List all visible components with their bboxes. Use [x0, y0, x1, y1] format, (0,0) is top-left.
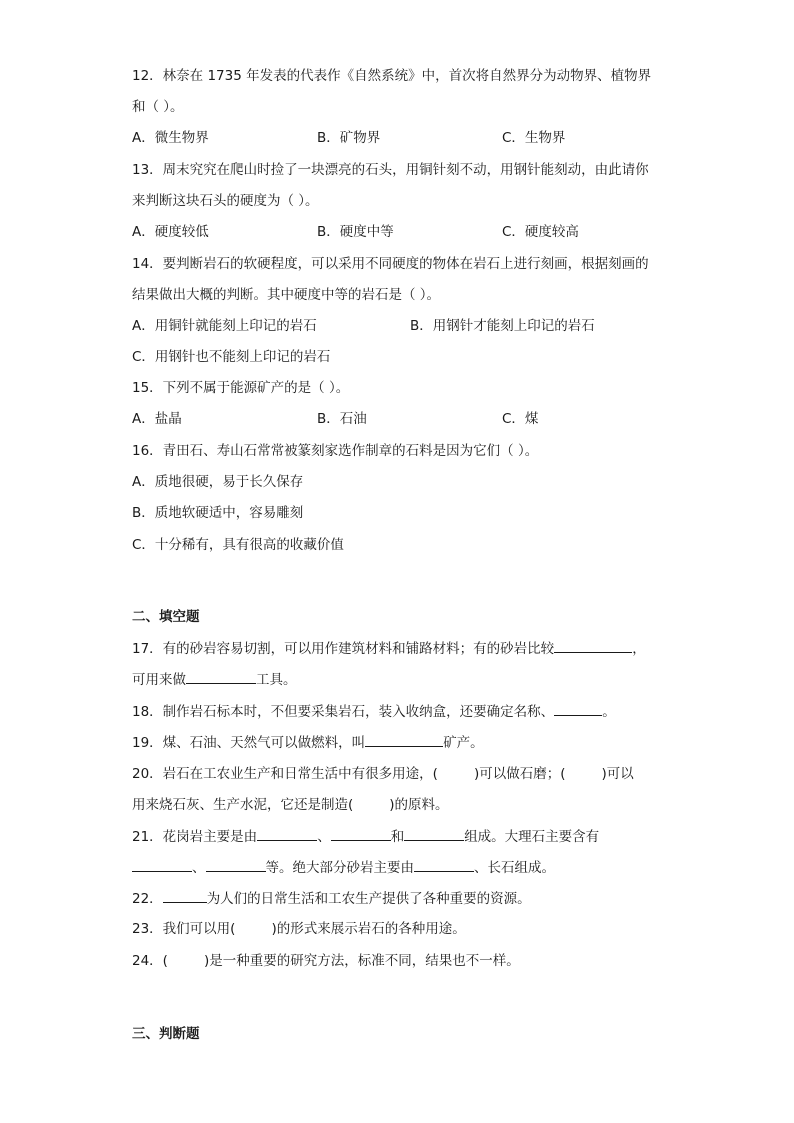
q23-line	[132, 919, 466, 939]
q13-stem-line1: 13．周末究究在爬山时捡了一块漂亮的石头，用铜针刻不动，用钢针能刻动，由此请你	[132, 162, 649, 178]
q21-line1	[132, 826, 599, 847]
q17-blank-1[interactable]	[554, 638, 632, 653]
q21-blank-4[interactable]	[132, 857, 192, 872]
q22-blank[interactable]	[163, 888, 207, 903]
q14-stem-line2: 结果做出大概的判断。其中硬度中等的岩石是（ ）。	[132, 287, 441, 303]
q12-stem-line1: 12．林奈在 1735 年发表的代表作《自然系统》中，首次将自然界分为动物界、植物界	[132, 68, 652, 84]
q20-line1	[132, 764, 634, 784]
q20-text-3: )可以	[601, 766, 634, 782]
q13-stem-line2: 来判断这块石头的硬度为（ ）。	[132, 193, 319, 209]
q15-option-b: B．石油	[317, 411, 367, 427]
q22-text-2: 为人们的日常生活和工农生产提供了各种重要的资源。	[206, 891, 531, 907]
q22-text-1: 22．	[132, 891, 163, 907]
q21-blank-1[interactable]	[257, 826, 317, 841]
q20-text-1: 20．岩石在工农业生产和日常生活中有很多用途，(	[132, 766, 438, 782]
q17-text-3: 可用来做	[132, 672, 186, 688]
q21-line2	[132, 857, 555, 878]
section-fill-blank-heading: 二、填空题	[132, 609, 200, 625]
q17-line2	[132, 669, 297, 690]
q16-option-a: A．质地很硬，易于长久保存	[132, 474, 304, 490]
q12-stem-line2: 和（ ）。	[132, 99, 184, 115]
q13-option-a: A．硬度较低	[132, 224, 209, 240]
q24-text-1: 24．(	[132, 953, 168, 969]
q15-option-a: A．盐晶	[132, 411, 182, 427]
q16-option-c: C．十分稀有，具有很高的收藏价值	[132, 537, 344, 553]
q23-text-2: )的形式来展示岩石的各种用途。	[271, 921, 466, 937]
q12-option-b: B．矿物界	[317, 130, 381, 146]
q19-text-1: 19．煤、石油、天然气可以做燃料，叫	[132, 735, 366, 751]
q20-text-4: 用来烧石灰、生产水泥，它还是制造(	[132, 797, 354, 813]
q21-blank-6[interactable]	[414, 857, 474, 872]
q13-option-c: C．硬度较高	[502, 224, 579, 240]
q13-option-b: B．硬度中等	[317, 224, 394, 240]
q21-blank-2[interactable]	[331, 826, 391, 841]
q22-line	[132, 888, 531, 909]
q18-text-2: 。	[602, 704, 616, 720]
q15-stem: 15．下列不属于能源矿产的是（ ）。	[132, 380, 350, 396]
q17-text-1: 17．有的砂岩容易切割，可以用作建筑材料和铺路材料；有的砂岩比较	[132, 641, 555, 657]
q23-text-1: 23．我们可以用(	[132, 921, 236, 937]
q15-option-c: C．煤	[502, 411, 539, 427]
section-judgment-heading: 三、判断题	[132, 1026, 200, 1042]
q21-text-3: 和	[390, 829, 405, 845]
q21-text-5: 、	[192, 860, 206, 876]
q12-option-c: C．生物界	[502, 130, 566, 146]
q12-option-a: A．微生物界	[132, 130, 209, 146]
q21-text-1: 21．花岗岩主要是由	[132, 829, 258, 845]
q21-text-6: 等。绝大部分砂岩主要由	[265, 860, 414, 876]
q19-blank[interactable]	[365, 732, 443, 747]
q19-text-2: 矿产。	[443, 735, 484, 751]
q14-option-c: C．用钢针也不能刻上印记的岩石	[132, 349, 331, 365]
q21-text-4: 组成。大理石主要含有	[464, 829, 600, 845]
q24-text-2: )是一种重要的研究方法，标准不同，结果也不一样。	[203, 953, 520, 969]
q19-line	[132, 732, 484, 753]
q21-text-7: 、长石组成。	[474, 860, 555, 876]
q21-blank-3[interactable]	[404, 826, 464, 841]
q18-text-1: 18．制作岩石标本时，不但要采集岩石，装入收纳盒，还要确定名称、	[132, 704, 555, 720]
q20-line2	[132, 795, 449, 815]
q21-blank-5[interactable]	[206, 857, 266, 872]
q20-text-5: )的原料。	[389, 797, 449, 813]
q20-text-2: )可以做石磨；(	[473, 766, 566, 782]
q18-line	[132, 701, 616, 722]
q17-blank-2[interactable]	[186, 669, 256, 684]
q17-line1	[132, 638, 646, 659]
q14-option-b: B．用钢针才能刻上印记的岩石	[410, 318, 595, 334]
q17-text-2: ，	[632, 641, 646, 657]
q21-text-2: 、	[317, 829, 331, 845]
q24-line	[132, 951, 520, 971]
q18-blank[interactable]	[554, 701, 602, 716]
q16-stem: 16．青田石、寿山石常常被篆刻家选作制章的石料是因为它们（ ）。	[132, 443, 539, 459]
q17-text-4: 工具。	[256, 672, 297, 688]
q16-option-b: B．质地软硬适中，容易雕刻	[132, 505, 304, 521]
q14-option-a: A．用铜针就能刻上印记的岩石	[132, 318, 317, 334]
q14-stem-line1: 14．要判断岩石的软硬程度，可以采用不同硬度的物体在岩石上进行刻画，根据刻画的	[132, 256, 649, 272]
